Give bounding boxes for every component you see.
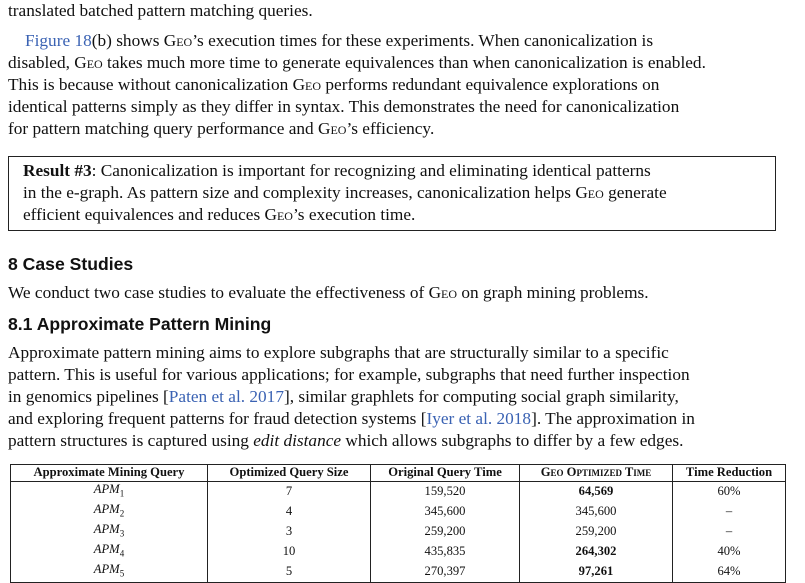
intro-tail-line: [8, 0, 313, 22]
iyer-2018-citation-link[interactable]: Iyer et al. 2018: [426, 409, 532, 428]
result-l1: : Canonicalization is important for recognizing and eliminating identical patterns: [91, 161, 651, 180]
result-3-box: [8, 156, 776, 231]
paten-2017-citation-link[interactable]: Paten et al. 2017: [168, 387, 284, 406]
para1-l1a: (b) shows: [91, 31, 164, 50]
section-8-line-1: [8, 282, 649, 304]
opt-time-cell: 259,200: [520, 522, 673, 542]
para1-l1b: ’s execution times for these experiments. When canonicalization is: [192, 31, 654, 50]
para1-l2b: takes much more time to generate equivalences than when canonicalization is enabled.: [102, 53, 706, 72]
edit-distance-term: edit distance: [253, 431, 342, 450]
orig-time-cell: 259,200: [371, 522, 520, 542]
opt-time-cell: 345,600: [520, 502, 673, 522]
header-reduction: Time Reduction: [673, 465, 786, 482]
query-name: APM: [93, 501, 120, 516]
header-opt-time-text: Geo Optimized Time: [540, 465, 652, 479]
table-header-row: [11, 465, 786, 482]
s81-l2: pattern. This is useful for various applications; for example, subgraphs that need further inspection: [8, 365, 690, 384]
result-l2b: generate: [603, 183, 667, 202]
geo-name: Geo: [575, 183, 604, 202]
query-cell: [11, 481, 208, 502]
para1-line-3: [8, 74, 659, 96]
size-cell: 4: [208, 502, 371, 522]
table-row: [11, 562, 786, 583]
para1-line-5: [8, 118, 434, 140]
s81-line-3: [8, 386, 679, 408]
table-row: [11, 502, 786, 522]
table-row: [11, 542, 786, 562]
query-name: APM: [93, 561, 120, 576]
result-l2a: in the e-graph. As pattern size and complexity increases, canonicalization helps: [23, 183, 576, 202]
query-name: APM: [93, 521, 120, 536]
s81-l1: Approximate pattern mining aims to explore subgraphs that are structurally similar to a specific: [8, 343, 669, 362]
section-8-heading: 8 Case Studies: [8, 254, 134, 274]
query-name: APM: [93, 481, 120, 496]
opt-time-cell: 97,261: [520, 562, 673, 583]
query-subscript: 2: [119, 508, 125, 519]
s81-l5a: pattern structures is captured using: [8, 431, 254, 450]
result-label: Result #3: [23, 161, 92, 180]
para1-l3b: performs redundant equivalence explorations on: [321, 75, 660, 94]
s81-l4a: and exploring frequent patterns for fraud detection systems [: [8, 409, 427, 428]
orig-time-cell: 345,600: [371, 502, 520, 522]
s81-line-5: [8, 430, 683, 452]
geo-name: Geo: [264, 205, 293, 224]
s81-line-2: [8, 364, 690, 386]
s81-line-4: [8, 408, 695, 430]
result-line-2: [23, 182, 667, 204]
size-cell: 5: [208, 562, 371, 583]
para1-l5b: ’s efficiency.: [346, 119, 435, 138]
result-l3b: ’s execution time.: [292, 205, 416, 224]
geo-name: Geo: [317, 119, 347, 138]
s81-line-1: [8, 342, 669, 364]
query-subscript: 1: [119, 488, 125, 499]
query-cell: [11, 542, 208, 562]
table-row: [11, 481, 786, 502]
size-cell: 10: [208, 542, 371, 562]
reduction-cell: –: [673, 522, 786, 542]
orig-time-cell: 159,520: [371, 481, 520, 502]
apm-results-table: [10, 464, 786, 583]
query-name: APM: [93, 541, 120, 556]
intro-tail-text: translated batched pattern matching queries.: [8, 1, 313, 20]
query-subscript: 5: [119, 568, 125, 579]
para1-l4: identical patterns simply as they differ in syntax. This demonstrates the need for canonicalization: [8, 97, 680, 116]
reduction-cell: –: [673, 502, 786, 522]
s8-l1b: on graph mining problems.: [457, 283, 649, 302]
size-cell: 3: [208, 522, 371, 542]
para1-l3a: This is because without canonicalization: [8, 75, 293, 94]
query-cell: [11, 562, 208, 583]
para1-line-4: [8, 96, 679, 118]
opt-time-cell: 64,569: [520, 481, 673, 502]
query-cell: [11, 522, 208, 542]
para1-line-1: [25, 30, 653, 52]
section-8-1-heading: 8.1 Approximate Pattern Mining: [8, 314, 272, 334]
s8-l1a: We conduct two case studies to evaluate the effectiveness of: [8, 283, 429, 302]
header-opt-time: [520, 465, 673, 482]
geo-name: Geo: [428, 283, 458, 302]
geo-name: Geo: [74, 53, 103, 72]
reduction-cell: 40%: [673, 542, 786, 562]
header-query: Approximate Mining Query: [11, 465, 208, 482]
para1-line-2: [8, 52, 706, 74]
header-size-text: Optimized Query Size: [229, 465, 349, 479]
query-cell: [11, 502, 208, 522]
header-size: [208, 465, 371, 482]
result-line-1: [23, 160, 651, 182]
s81-l4b: ]. The approximation in: [531, 409, 695, 428]
opt-time-cell: 264,302: [520, 542, 673, 562]
orig-time-cell: 270,397: [371, 562, 520, 583]
figure-18-link[interactable]: Figure 18: [25, 31, 92, 50]
para1-l2a: disabled,: [8, 53, 75, 72]
geo-name: Geo: [292, 75, 322, 94]
query-subscript: 4: [119, 548, 125, 559]
query-subscript: 3: [119, 528, 125, 539]
size-cell: 7: [208, 481, 371, 502]
result-l3a: efficient equivalences and reduces: [23, 205, 265, 224]
result-line-3: [23, 204, 415, 226]
geo-name: Geo: [163, 31, 193, 50]
reduction-cell: 64%: [673, 562, 786, 583]
para1-l5a: for pattern matching query performance and: [8, 119, 318, 138]
s81-l5b: which allows subgraphs to differ by a few edges.: [341, 431, 684, 450]
orig-time-cell: 435,835: [371, 542, 520, 562]
s81-l3b: ], similar graphlets for computing social graph similarity,: [283, 387, 679, 406]
header-orig-time: Original Query Time: [371, 465, 520, 482]
reduction-cell: 60%: [673, 481, 786, 502]
table-row: [11, 522, 786, 542]
s81-l3a: in genomics pipelines [: [8, 387, 169, 406]
